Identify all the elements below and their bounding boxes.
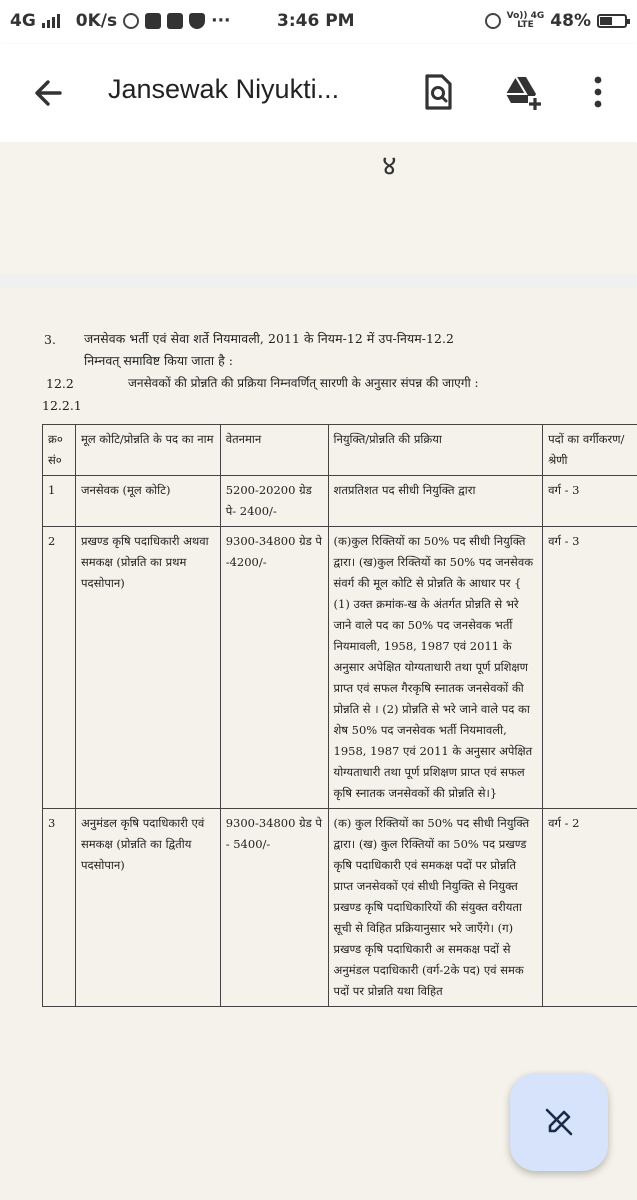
network-label: 4G: [10, 11, 36, 31]
youtube-icon: [167, 13, 183, 29]
more-vert-icon[interactable]: [578, 72, 618, 112]
rule-number: 12.2: [46, 376, 74, 391]
table-row: [43, 476, 637, 527]
document-title: Jansewak Niyukti...: [108, 74, 340, 104]
subrule-number: 12.2.1: [42, 398, 82, 413]
section-text-line2: निम्नवत् समाविष्ट किया जाता है :: [84, 353, 233, 368]
sim-app-icon: [145, 13, 161, 29]
alarm-icon: [485, 13, 501, 29]
handwritten-mark: ४: [382, 149, 397, 182]
pdf-page-previous: [0, 142, 637, 274]
signal-icon: [42, 14, 60, 28]
search-document-icon[interactable]: [418, 72, 458, 112]
cell-class: वर्ग - 3: [543, 476, 637, 527]
shield-icon: [189, 13, 205, 29]
header-process: नियुक्ति/प्रोन्नति की प्रक्रिया: [328, 425, 543, 476]
cell-sn: 1: [43, 476, 76, 527]
cell-post: जनसेवक (मूल कोटि): [75, 476, 220, 527]
cell-sn: 3: [43, 809, 76, 1007]
table-row: [43, 809, 637, 1007]
cell-process: शतप्रतिशत पद सीधी नियुक्ति द्वारा: [328, 476, 543, 527]
battery-percent: 48%: [550, 11, 591, 31]
speed-label: 0K/s: [75, 11, 118, 31]
pdf-page: [0, 288, 637, 1200]
header-sn: क्र० सं०: [43, 425, 76, 476]
cell-pay: 5200-20200 ग्रेड पे- 2400/-: [220, 476, 328, 527]
cell-pay: 9300-34800 ग्रेड पे -4200/-: [220, 527, 328, 809]
whatsapp-icon: [123, 13, 139, 29]
status-left: [10, 11, 231, 31]
rule-text: जनसेवकों की प्रोन्नति की प्रक्रिया निम्नवर्णित् सारणी के अनुसार संपन्न की जाएगी :: [128, 376, 479, 390]
drive-add-icon[interactable]: [502, 72, 542, 112]
table-header-row: [43, 425, 637, 476]
section-text-line1: जनसेवक भर्ती एवं सेवा शर्ते नियमावली, 2011 के नियम-12 में उप-नियम-12.2: [84, 331, 455, 346]
header-post: मूल कोटि/प्रोन्नति के पद का नाम: [75, 425, 220, 476]
cell-post: प्रखण्ड कृषि पदाधिकारी अथवा समकक्ष (प्रोन्नति का प्रथम पदसोपान): [75, 527, 220, 809]
edit-pen-icon: [542, 1105, 576, 1139]
app-bar: [0, 44, 637, 142]
lte-indicator: Vo)) 4G LTE: [506, 11, 545, 30]
status-right: [485, 11, 627, 31]
clock: 3:46 PM: [277, 11, 355, 31]
more-notifications-icon: ···: [211, 11, 231, 31]
cell-class: वर्ग - 2: [543, 809, 637, 1007]
cell-process: (क) कुल रिक्तियों का 50% पद सीधी नियुक्ति द्वारा। (ख) कुल रिक्तियों का 50% पद प्रखण्ड कृषि पदाधिकारी एवं समकक्ष पदों पर प्रोन्नति प्राप्त जनसेवकों एवं सीधी नियुक्ति से नियुक्त प्रखण्ड कृषि पदाधिकारियों की संयुक्त वरीयता सूची से विहित प्रक्रियानुसार भरे जाएँगे। (ग) प्रखण्ड कृषि पदाधिकारी अ समकक्ष पदों से अनुमंडल पदाधिकारी (वर्ग-2के पद) एवं समक पदों पर प्रोन्नति यथा विहित: [328, 809, 543, 1007]
cell-class: वर्ग - 3: [543, 527, 637, 809]
promotion-table: [42, 424, 637, 1007]
cell-pay: 9300-34800 ग्रेड पे - 5400/-: [220, 809, 328, 1007]
table-row: [43, 527, 637, 809]
back-arrow-icon[interactable]: [30, 74, 68, 112]
cell-process: (क)कुल रिक्तियों का 50% पद सीधी नियुक्ति द्वारा। (ख)कुल रिक्तियों का 50% पद जनसेवक संवर्ग की मूल कोटि से प्रोन्नति के आधार पर { (1) उक्त क्रमांक-ख के अंतर्गत प्रोन्नति से भरे जाने वाले पद का 50% पद जनसेवक भर्ती नियमावली, 1958, 1987 एवं 2011 के अनुसार अपेक्षित योग्यताधारी तथा पूर्ण प्रशिक्षण प्राप्त एवं सफल गैरकृषि स्नातक जनसेवकों की प्रोन्नति से । (2) प्रोन्नति से भरे जाने वाले पद का शेष 50% पद जनसेवक भर्ती नियमावली, 1958, 1987 एवं 2011 के अनुसार अपेक्षित योग्यताधारी तथा पूर्ण प्रशिक्षण प्राप्त एवं सफल कृषि स्नातक जनसेवकों की प्रोन्नति से।}: [328, 527, 543, 809]
header-pay: वेतनमान: [220, 425, 328, 476]
battery-icon: [597, 14, 627, 28]
edit-fab-button[interactable]: [510, 1073, 608, 1171]
status-bar: [0, 0, 637, 44]
header-class: पदों का वर्गीकरण/श्रेणी: [543, 425, 637, 476]
cell-sn: 2: [43, 527, 76, 809]
cell-post: अनुमंडल कृषि पदाधिकारी एवं समकक्ष (प्रोन्नति का द्वितीय पदसोपान): [75, 809, 220, 1007]
section-number: 3.: [44, 332, 56, 347]
